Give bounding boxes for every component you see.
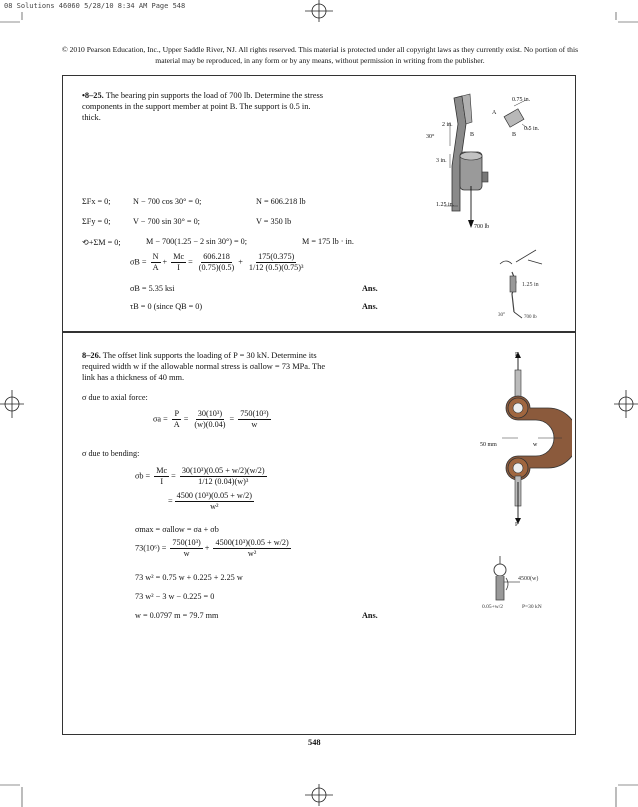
sigma-a-formula: σa = $\frac{P}{A}$ = $\frac{\text{30(10³)}}{(w)(0.04)}$ = $\frac{\text{750(10³)}}{w}$ <box>153 409 269 429</box>
sigma-a-lhs: σa = <box>153 414 170 424</box>
problem-number: 8–26. <box>82 351 101 360</box>
eq-moment-eq: M − 700(1.25 − 2 sin 30°) = 0; <box>146 237 248 246</box>
eq-quadratic-1: 73 w² = 0.75 w + 0.225 + 2.25 w <box>135 573 243 582</box>
frac-p-over-a: $\frac{P}{A}$ <box>173 409 180 429</box>
eq-moment-label: ⟲+ΣM = 0; <box>82 238 121 247</box>
offset-link-sketch-icon <box>474 556 570 612</box>
ans-label-2: Ans. <box>362 302 378 311</box>
frac-bending-value: $\frac{175(0.375)}{\text{1/12 (0.5)(0.75)³}}$ <box>248 252 304 272</box>
page-number: 548 <box>308 738 321 747</box>
eq-sigma-max: σmax = σallow = σa + σb <box>135 525 219 534</box>
ans-label-3: Ans. <box>362 611 378 620</box>
svg-text:P=30 kN: P=30 kN <box>522 604 542 610</box>
problem-text: The bearing pin supports the load of 700 lb. Determine the stress components in the support member at point B. The support is 0.5 in. thick. <box>82 91 323 122</box>
eq-sum-fy-label: ΣFy = 0; <box>82 217 111 226</box>
eq-result-w: w = 0.0797 m = 79.7 mm <box>135 611 219 620</box>
problem-text: The offset link supports the loading of P = 30 kN. Determine its required width w if the allowable normal stress is σallow = 73 MPa. The link has a thickness of 40 mm. <box>82 351 326 382</box>
offset-link-figure <box>488 352 572 532</box>
axial-heading: σ due to axial force: <box>82 393 148 402</box>
eq-sum-fx-eq: N − 700 cos 30° = 0; <box>133 197 202 206</box>
fig-label-angle: 30° <box>426 134 435 140</box>
fig-label-3in: 3 in. <box>436 158 447 164</box>
eq-sum-fx-label: ΣFx = 0; <box>82 197 111 206</box>
eq-quadratic-2: 73 w² − 3 w − 0.225 = 0 <box>135 592 215 601</box>
svg-text:1.25 in: 1.25 in <box>522 282 539 288</box>
eq-moment-result: M = 175 lb · in. <box>302 237 354 246</box>
frac-n-over-a: $\frac{N}{A}$ <box>152 252 159 272</box>
fig-label-B-member: B <box>470 132 475 138</box>
fig-label-B-section: B <box>512 132 517 138</box>
sigma-bend-lhs: σb = <box>135 471 153 481</box>
fig-label-load: 700 lb <box>474 224 490 230</box>
fig-label-1-25: 1.25 in. <box>436 202 455 208</box>
fig-label-P-top: P <box>515 352 519 358</box>
svg-text:30°: 30° <box>498 313 505 318</box>
sigma-b-formula: σB = $\frac{N}{A}$ + $\frac{Mc}{I}$ = $\frac{606.218}{(0.75)(0.5)}$ + $\frac{175(0.375)}{\text{1/12 (0.5)(0.75)³}}$ <box>130 252 304 272</box>
fig-label-A: A <box>492 110 497 116</box>
copyright-notice: © 2010 Pearson Education, Inc., Upper Saddle River, NJ. All rights reserved. This material is protected under all copyright laws as they currently exist. No portion of this material may be reproduced, in any form or by any means, without permission in writing from the publisher. <box>61 45 579 65</box>
frac-mc-over-i: $\frac{Mc}{I}$ <box>156 466 168 486</box>
eq-73-lhs: 73(10⁶) = <box>135 543 169 553</box>
eq-73-formula: 73(10⁶) = $\frac{\text{750(10³)}}{w}$ + $\frac{\text{4500(10³)(0.05 + w/2)}}{\text{w²}}$ <box>135 538 289 558</box>
svg-text:4500(w): 4500(w) <box>518 576 539 582</box>
svg-text:0.05+w/2: 0.05+w/2 <box>482 604 503 610</box>
frac-bending-simplified: $\frac{\text{4500 (10³)(0.05 + w/2)}}{\text{w²}}$ <box>176 491 252 511</box>
free-body-sketch-icon <box>492 242 554 320</box>
sigma-bending-formula: σb = $\frac{Mc}{I}$ = $\frac{\text{30(10³)(0.05 + w/2)(w/2)}}{\text{1/12 (0.04)(w)³}}$ <box>135 466 265 486</box>
frac-axial-numeric: $\frac{\text{30(10³)}}{(w)(0.04)}$ <box>194 409 226 429</box>
svg-text:700 lb: 700 lb <box>524 315 537 320</box>
bending-heading: σ due to bending: <box>82 449 140 458</box>
frac-mc-over-i: $\frac{Mc}{I}$ <box>173 252 185 272</box>
result-sigma-b: σB = 5.35 ksi <box>130 284 175 293</box>
eq-sum-fx-result: N = 606.218 lb <box>256 197 306 206</box>
result-tau-b: τB = 0 (since QB = 0) <box>130 302 203 311</box>
problem-8-25-statement <box>82 90 327 123</box>
fig-label-0-5: 0.5 in. <box>524 126 540 132</box>
frac-bending-numeric: $\frac{\text{30(10³)(0.05 + w/2)(w/2)}}{\text{1/12 (0.04)(w)³}}$ <box>181 466 265 486</box>
fig-label-2in: 2 in. <box>442 122 453 128</box>
sigma-bending-simplified: = $\frac{\text{4500 (10³)(0.05 + w/2)}}{\text{w²}}$ <box>168 491 252 511</box>
frac-axial-simplified: $\frac{\text{750(10³)}}{w}$ <box>240 409 269 429</box>
fig-label-P-bottom: P <box>515 522 519 528</box>
frac-eq73-first: $\frac{\text{750(10³)}}{w}$ <box>172 538 201 558</box>
fig-label-50mm: 50 mm <box>480 442 497 448</box>
ans-label-1: Ans. <box>362 284 378 293</box>
fig-label-w: w <box>533 442 538 448</box>
fig-label-0-75: 0.75 in. <box>512 97 531 103</box>
problem-number: •8–25. <box>82 91 104 100</box>
frac-eq73-second: $\frac{\text{4500(10³)(0.05 + w/2)}}{\text{w²}}$ <box>215 538 289 558</box>
frac-axial-value: $\frac{606.218}{(0.75)(0.5)}$ <box>198 252 235 272</box>
eq-sum-fy-eq: V − 700 sin 30° = 0; <box>133 217 200 226</box>
print-slug: 08 Solutions 46060 5/28/10 8:34 AM Page 548 <box>4 2 186 10</box>
sigma-b-lhs: σB = <box>130 257 149 267</box>
eq-sum-fy-result: V = 350 lb <box>256 217 292 226</box>
problem-8-26-statement <box>82 350 327 383</box>
